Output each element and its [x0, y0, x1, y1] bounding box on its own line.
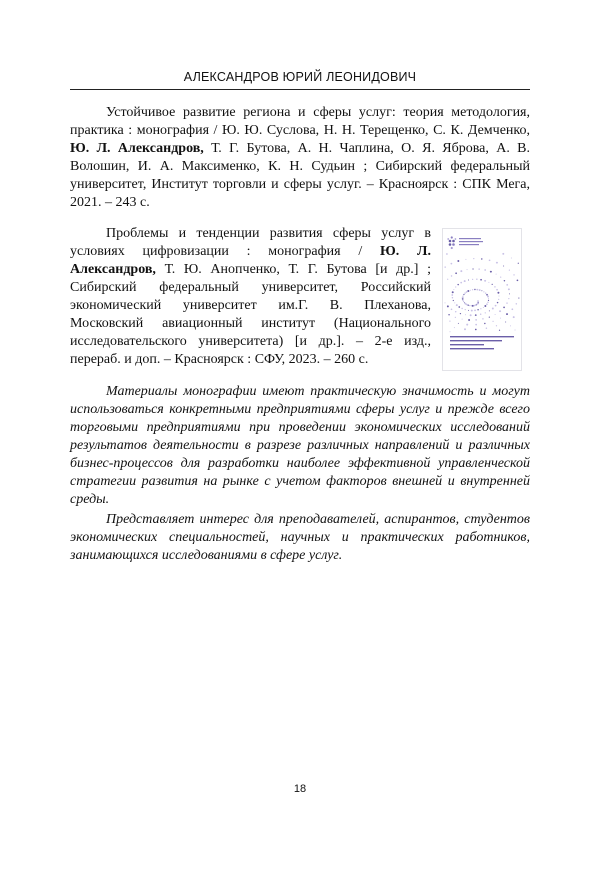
cover-dot — [464, 292, 465, 293]
cover-dot — [461, 308, 462, 309]
cover-dot — [462, 296, 464, 298]
cover-dot — [486, 294, 488, 296]
cover-dot — [448, 314, 449, 315]
cover-dot — [488, 298, 489, 299]
cover-dot — [462, 319, 463, 320]
cover-dot — [487, 302, 488, 303]
cover-dot — [494, 286, 495, 287]
cover-dot — [467, 269, 468, 270]
cover-dot — [457, 284, 458, 285]
cover-dot — [497, 302, 498, 303]
cover-dot — [490, 271, 492, 273]
entry-1-text-rest: Т. Г. Бутова, А. Н. Чаплина, О. Я. Яброва, А. В. Волошин, И. А. Максименко, К. Н. Судьин ; Сибирский федеральный университет, Институт торговли и сферы услуг. – Красноярск : СПК Мега, 2021. – 243 с. — [70, 141, 531, 210]
cover-dot — [455, 286, 456, 287]
cover-dot — [496, 274, 497, 275]
cover-dot — [476, 289, 478, 291]
cover-dot — [498, 296, 499, 297]
cover-dot — [492, 308, 494, 310]
cover-dot — [455, 311, 456, 312]
cover-dot — [502, 253, 504, 255]
cover-dot — [480, 314, 481, 315]
cover-dot — [489, 316, 490, 317]
cover-dot — [495, 305, 497, 307]
cover-dot — [484, 269, 486, 271]
bibliography-entry-2 — [70, 225, 431, 369]
cover-dot — [498, 299, 499, 300]
cover-dot — [472, 268, 473, 269]
cover-dot — [505, 321, 506, 322]
cover-dot — [475, 324, 477, 326]
cover-dot — [510, 325, 511, 326]
cover-dot — [480, 308, 481, 309]
description-block — [70, 383, 530, 567]
cover-dot — [466, 324, 468, 326]
cover-dot — [463, 301, 464, 302]
description-paragraph-1-text: Материалы монографии имеют практическую значимость и могут использоваться конкретными предприятиями сферы услуг и прежде всего торговыми предприятиями при проведении экономических исследований результатов деятельности в разрезе различных направлений и различных бизнес-процессов для разработки наиболее эффективной управленческой стратегии развития на рынке с учетом факторов внешней и внутренней среды. — [70, 384, 530, 507]
bibliography-entry-1 — [70, 104, 530, 212]
cover-dot — [515, 330, 516, 331]
cover-dot — [468, 310, 469, 311]
cover-dot — [488, 282, 489, 283]
cover-dot — [478, 268, 479, 269]
cover-dot — [481, 258, 482, 259]
cover-dot — [475, 314, 477, 316]
cover-dot — [455, 317, 456, 318]
cover-dot — [496, 289, 498, 291]
cover-dot — [454, 302, 455, 303]
cover-dot — [463, 294, 464, 295]
cover-dot — [518, 297, 519, 298]
description-paragraph-1 — [70, 383, 530, 509]
running-header: АЛЕКСАНДРОВ ЮРИЙ ЛЕОНИДОВИЧ — [183, 70, 417, 84]
cover-dot — [496, 262, 498, 264]
cover-dot — [472, 305, 474, 307]
cover-dot — [446, 253, 448, 255]
cover-dot — [497, 292, 499, 294]
cover-dot — [460, 282, 462, 284]
cover-dot — [480, 279, 482, 281]
cover-dot — [449, 331, 450, 332]
cover-dot — [516, 303, 517, 304]
cover-dot — [473, 258, 474, 259]
cover-dot — [481, 290, 482, 291]
cover-dot — [462, 299, 463, 300]
cover-dot — [451, 308, 453, 310]
cover-dot — [474, 289, 475, 290]
cover-dot — [444, 266, 445, 267]
cover-dot — [468, 319, 470, 321]
cover-dot — [451, 263, 453, 265]
cover-dot — [484, 323, 485, 324]
cover-dot — [453, 300, 454, 301]
page-number: 18 — [293, 783, 307, 795]
cover-dot — [465, 303, 467, 305]
cover-dot — [468, 279, 469, 280]
cover-dot — [464, 280, 466, 282]
cover-dot — [506, 302, 507, 303]
cover-dot — [517, 279, 519, 281]
cover-dot — [511, 258, 512, 259]
cover-dot — [504, 280, 505, 281]
cover-dot — [499, 310, 501, 312]
cover-dot — [456, 304, 458, 306]
cover-dot — [492, 284, 493, 285]
entry-1-text: Устойчивое развитие региона и сферы услуг: теория методология, практика : монография / Ю. Ю. Суслова, Н. Н. Терещенко, С. К. Демченко, — [70, 105, 530, 138]
description-paragraph-2 — [70, 511, 530, 565]
cover-dot — [486, 303, 488, 305]
cover-dot — [508, 298, 509, 299]
cover-dot — [503, 306, 505, 308]
entry-1-author-bold: Ю. Л. Александров, — [70, 141, 204, 156]
cover-dot — [463, 295, 464, 296]
cover-dot — [476, 279, 477, 280]
cover-dot — [464, 328, 466, 330]
cover-dot — [467, 290, 469, 292]
cover-dot — [472, 279, 473, 280]
cover-dot — [483, 307, 484, 308]
cover-dot — [485, 312, 486, 313]
cover-dot — [458, 323, 459, 324]
cover-dot — [503, 265, 504, 266]
cover-dot — [467, 304, 468, 305]
cover-dot — [508, 288, 510, 290]
cover-dot — [471, 305, 472, 306]
cover-dot — [470, 314, 472, 316]
book-cover-image — [443, 229, 521, 370]
cover-dot — [492, 321, 493, 322]
cover-dot — [455, 272, 457, 274]
cover-dot — [500, 318, 501, 319]
cover-dot — [475, 319, 477, 321]
cover-dot — [487, 296, 489, 298]
entry-2-author-bold: Ю. Л. Александров, — [70, 244, 431, 277]
cover-dot — [483, 291, 484, 292]
cover-dot — [506, 284, 508, 286]
cover-dot — [460, 313, 461, 314]
cover-dot — [453, 289, 454, 290]
cover-dot — [447, 305, 449, 307]
cover-dot — [465, 314, 466, 315]
cover-dot — [475, 329, 477, 331]
cover-dot — [509, 293, 510, 294]
cover-dot — [474, 310, 476, 312]
cover-dot — [449, 320, 450, 321]
cover-dot — [500, 277, 501, 278]
cover-dot — [465, 259, 466, 260]
cover-dot — [518, 263, 519, 264]
header-rule — [70, 89, 530, 90]
cover-dot — [471, 310, 473, 312]
cover-dot — [485, 292, 486, 293]
cover-dot — [477, 309, 478, 310]
cover-dot — [496, 325, 497, 326]
cover-dot — [513, 274, 514, 275]
cover-dot — [479, 289, 481, 291]
cover-dot — [470, 290, 471, 291]
cover-dot — [454, 327, 455, 328]
cover-dot — [484, 305, 486, 307]
cover-dot — [489, 259, 491, 261]
cover-dot — [513, 316, 515, 318]
book-cover-graphic — [443, 229, 521, 370]
cover-dot — [452, 297, 453, 298]
cover-dot — [466, 291, 468, 293]
cover-dot — [509, 269, 510, 270]
cover-dot — [486, 328, 487, 329]
cover-dot — [482, 318, 483, 319]
cover-dot — [495, 314, 496, 315]
cover-dot — [472, 289, 473, 290]
cover-dot — [457, 260, 459, 262]
cover-dot — [484, 280, 486, 282]
cover-dot — [447, 279, 448, 280]
cover-dot — [511, 308, 513, 310]
cover-dot — [451, 275, 452, 276]
cover-dot — [469, 305, 470, 306]
cover-dot — [506, 313, 508, 315]
description-paragraph-2-text: Представляет интерес для преподавателей, аспирантов, студентов экономических специальностей, научных и практических работников, занимающихся исследованиями в сфере услуг. — [70, 512, 530, 563]
cover-dot — [465, 309, 466, 310]
cover-dot — [489, 310, 490, 311]
cover-dot — [488, 300, 489, 301]
cover-dot — [445, 302, 446, 303]
cover-dot — [499, 330, 500, 331]
cover-dot — [452, 291, 454, 293]
cover-dot — [460, 270, 462, 272]
entry-2-text: Проблемы и тенденции развития сферы услуг в условиях цифровизации : монография / — [70, 226, 431, 259]
cover-dot — [464, 302, 465, 303]
cover-dot — [458, 306, 460, 308]
entry-2-text-rest: Т. Ю. Анопченко, Т. Г. Бутова [и др.] ; Сибирский федеральный университет, Российский экономический университет им.Г. В. Плеханова, Московский авиационный институт (Национального исследовательского университета) [и др.]. – 2-е изд., перераб. и доп. – Красноярск : СФУ, 2023. – 260 с. — [70, 262, 432, 367]
cover-dot — [451, 294, 453, 296]
